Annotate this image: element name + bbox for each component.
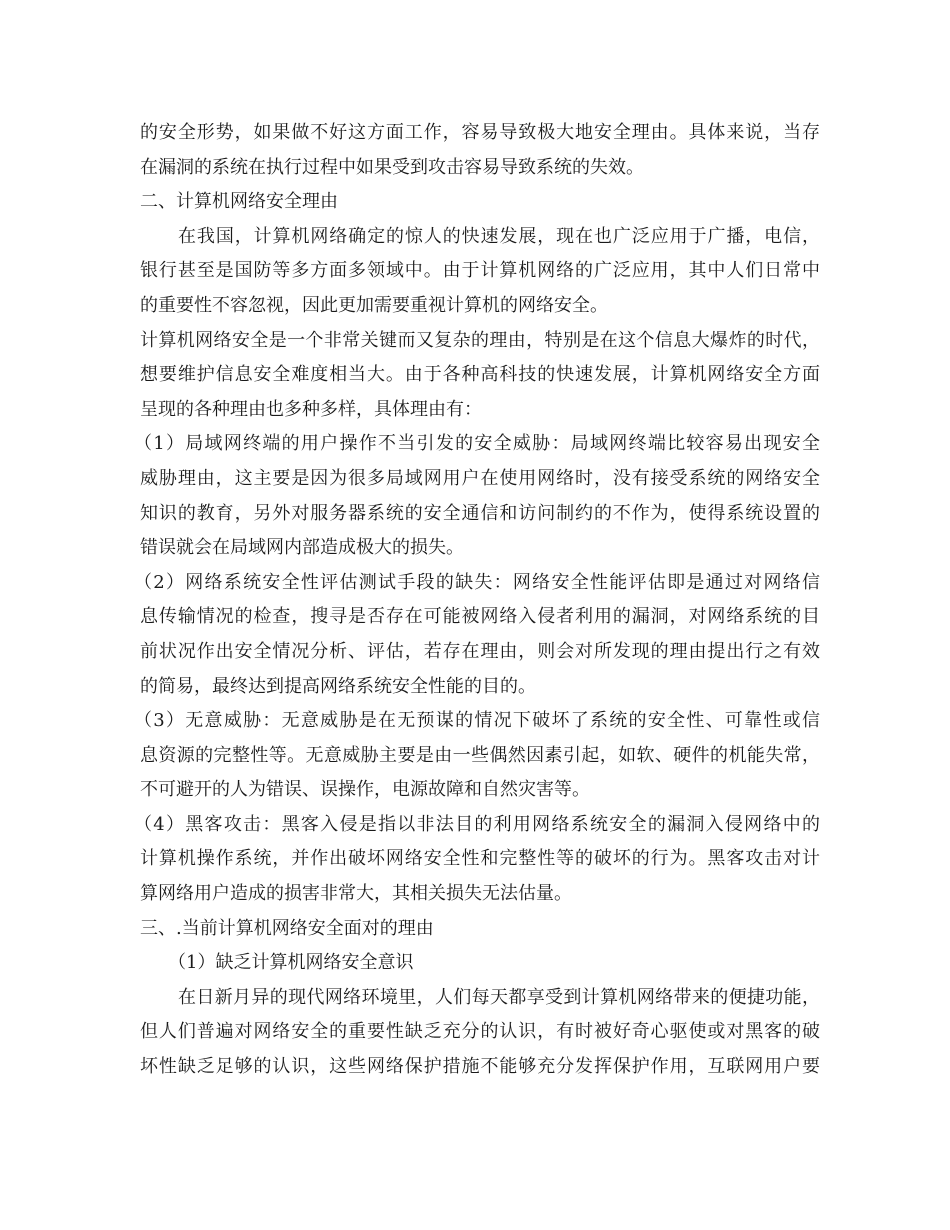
section-heading: 三、.当前计算机网络安全面对的理由 <box>140 917 434 939</box>
text-line: 计算机操作系统，并作出破坏网络安全性和完整性等的破坏的行为。黑客攻击对计 <box>140 848 820 870</box>
text-line: 呈现的各种理由也多种多样，具体理由有： <box>140 398 482 420</box>
text-line: 在日新月异的现代网络环境里，人们每天都享受到计算机网络带来的便捷功能， <box>178 986 820 1008</box>
text-line: 的重要性不容忽视，因此更加需要重视计算机的网络安全。 <box>140 294 608 316</box>
text-line: 银行甚至是国防等多方面多领域中。由于计算机网络的广泛应用，其中人们日常中 <box>140 260 820 282</box>
subsection-heading: （1）缺乏计算机网络安全意识 <box>168 952 414 974</box>
text-line: 不可避开的人为错误、误操作，电源故障和自然灾害等。 <box>140 779 590 801</box>
text-line: 的安全形势，如果做不好这方面工作，容易导致极大地安全理由。具体来说，当存 <box>140 122 820 143</box>
text-line: 知识的教育，另外对服务器系统的安全通信和访问制约的不作为，使得系统设置的 <box>140 502 820 524</box>
text-line: 在漏洞的系统在执行过程中如果受到攻击容易导致系统的失效。 <box>140 156 644 178</box>
list-item-text: （2）网络系统安全性评估测试手段的缺失：网络安全性能评估即是通过对网络信 <box>134 571 820 593</box>
text-line: 前状况作出安全情况分析、评估，若存在理由，则会对所发现的理由提出行之有效 <box>140 640 820 662</box>
text-line: 但人们普遍对网络安全的重要性缺乏充分的认识，有时被好奇心驱使或对黑客的破 <box>140 1021 820 1043</box>
text-line: 的简易，最终达到提高网络系统安全性能的目的。 <box>140 675 536 697</box>
list-item-text: （4）黑客攻击：黑客入侵是指以非法目的利用网络系统安全的漏洞入侵网络中的 <box>134 813 820 835</box>
text-line: 息资源的完整性等。无意威胁主要是由一些偶然因素引起，如软、硬件的机能失常， <box>140 744 820 766</box>
list-item-text: （1）局域网终端的用户操作不当引发的安全威胁：局域网终端比较容易出现安全 <box>134 433 820 455</box>
text-line: 威胁理由，这主要是因为很多局域网用户在使用网络时，没有接受系统的网络安全 <box>140 467 820 489</box>
text-line: 坏性缺乏足够的认识，这些网络保护措施不能够充分发挥保护作用，互联网用户要 <box>140 1056 820 1078</box>
text-line: 息传输情况的检查，搜寻是否存在可能被网络入侵者利用的漏洞，对网络系统的目 <box>140 606 820 628</box>
text-line: 计算机网络安全是一个非常关键而又复杂的理由，特别是在这个信息大爆炸的时代， <box>140 329 820 351</box>
text-line: 想要维护信息安全难度相当大。由于各种高科技的快速发展，计算机网络安全方面 <box>140 364 820 386</box>
text-line: 在我国，计算机网络确定的惊人的快速发展，现在也广泛应用于广播，电信， <box>178 225 820 247</box>
document-body <box>134 116 820 1085</box>
text-line: 错误就会在局域网内部造成极大的损失。 <box>140 537 464 559</box>
text-line: 算网络用户造成的损害非常大，其相关损失无法估量。 <box>140 883 572 905</box>
list-item-text: （3）无意威胁：无意威胁是在无预谋的情况下破坏了系统的安全性、可靠性或信 <box>134 710 820 732</box>
section-heading: 二、计算机网络安全理由 <box>140 191 338 213</box>
